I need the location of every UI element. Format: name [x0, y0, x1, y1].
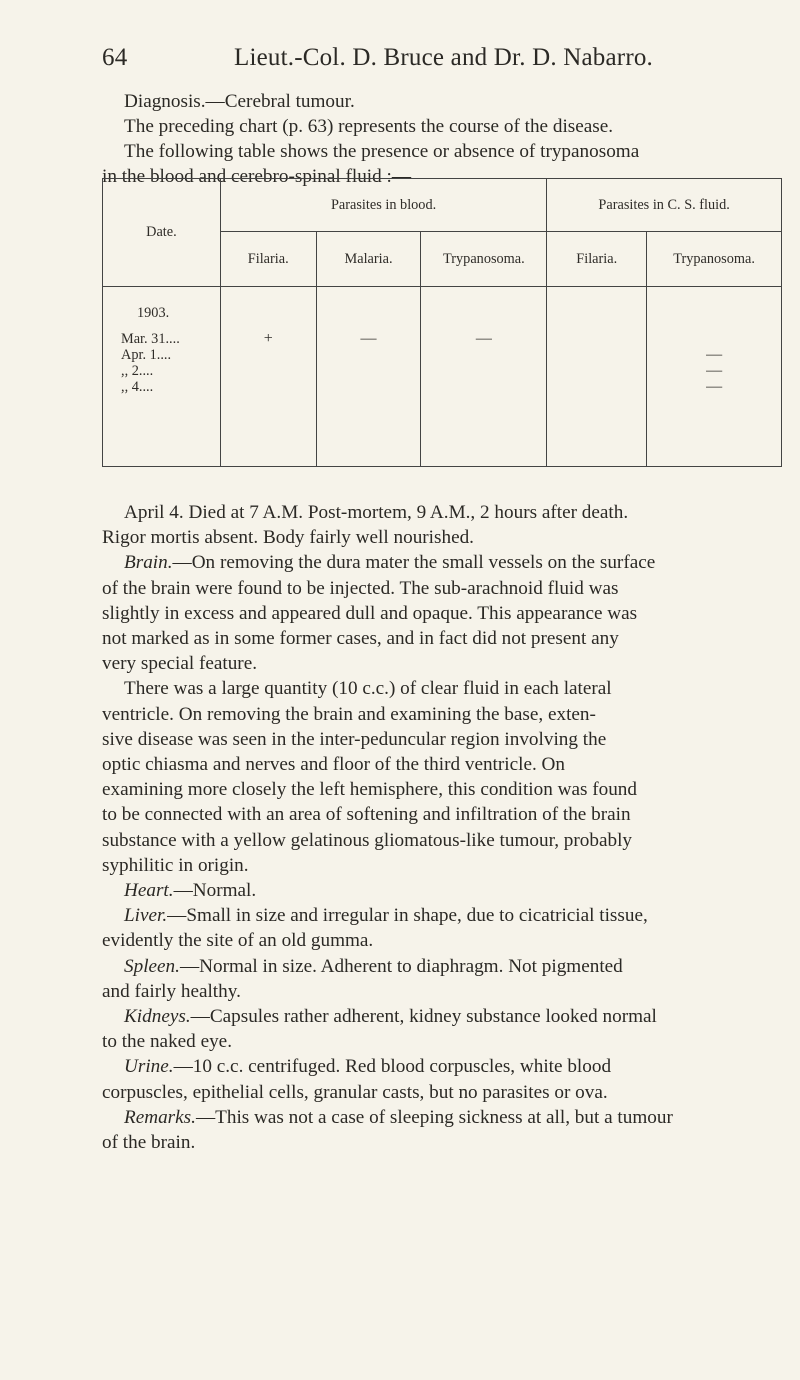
blood-parasites-header: Parasites in blood.: [220, 179, 546, 232]
result-mark: —: [475, 330, 492, 347]
result-mark: [547, 347, 646, 363]
result-mark: [547, 363, 646, 379]
result-mark: [317, 379, 421, 395]
result-mark: [317, 363, 421, 379]
post-mortem-report: [102, 500, 792, 1155]
section-label: Remarks.: [124, 1106, 196, 1128]
report-line: examining more closely the left hemisphere, this condition was found: [102, 779, 637, 801]
trypanosoma-csf-cell: [647, 287, 782, 467]
date-entry: Apr. 1....: [121, 347, 172, 363]
report-line: of the brain.: [102, 1132, 196, 1154]
report-line: sive disease was seen in the inter-peduncular region involving the: [102, 728, 607, 750]
report-line: and fairly healthy.: [102, 980, 241, 1002]
section-label: Liver.: [124, 905, 168, 927]
report-line: very special feature.: [102, 653, 258, 675]
section-label: Kidneys.: [124, 1006, 191, 1028]
report-line: evidently the site of an old gumma.: [102, 930, 374, 952]
filaria-csf-cell: [547, 287, 647, 467]
page-header: [102, 44, 792, 78]
trypanosoma-blood-cell: [421, 287, 547, 467]
date-entry: Mar. 31....: [121, 331, 180, 347]
result-mark: —: [706, 378, 723, 395]
section-label: Heart.: [124, 880, 174, 902]
report-line: Brain.—On removing the dura mater the small vessels on the surface: [124, 552, 656, 574]
report-line: not marked as in some former cases, and in fact did not present any: [102, 628, 619, 650]
report-line: syphilitic in origin.: [102, 854, 249, 876]
diagnosis-line: Diagnosis.—Cerebral tumour.: [124, 91, 355, 112]
result-mark: [221, 363, 316, 379]
malaria-cell: [316, 287, 421, 467]
table-intro-line: The following table shows the presence or absence of trypanosoma: [124, 141, 640, 162]
filaria-blood-cell: [220, 287, 316, 467]
report-line: of the brain were found to be injected. The sub-arachnoid fluid was: [102, 577, 619, 599]
trypanosoma-csf-header: Trypanosoma.: [647, 232, 782, 287]
report-line: Rigor mortis absent. Body fairly well nourished.: [102, 527, 474, 549]
date-entry: ,, 2....: [121, 363, 154, 379]
result-mark: [317, 347, 421, 363]
date-column-header: Date.: [103, 179, 221, 287]
report-line: There was a large quantity (10 c.c.) of clear fluid in each lateral: [124, 678, 612, 700]
result-mark: [647, 331, 781, 347]
section-label: Spleen.: [124, 955, 180, 977]
report-line: Kidneys.—Capsules rather adherent, kidney substance looked normal: [124, 1006, 657, 1028]
chart-reference-line: The preceding chart (p. 63) represents the course of the disease.: [124, 116, 614, 137]
intro-text: [102, 89, 792, 189]
date-cell: [103, 287, 221, 467]
malaria-header: Malaria.: [316, 232, 421, 287]
table-row: [103, 287, 782, 467]
filaria-blood-header: Filaria.: [220, 232, 316, 287]
result-mark: [421, 363, 546, 379]
report-line: ventricle. On removing the brain and examining the base, exten-: [102, 703, 596, 725]
report-line: Urine.—10 c.c. centrifuged. Red blood corpuscles, white blood: [124, 1056, 612, 1078]
csf-parasites-header: Parasites in C. S. fluid.: [547, 179, 782, 232]
parasite-table-wrapper: [102, 178, 782, 467]
running-head: Lieut.-Col. D. Bruce and Dr. D. Nabarro.: [234, 44, 653, 71]
result-mark: [421, 347, 546, 363]
trypanosoma-blood-header: Trypanosoma.: [421, 232, 547, 287]
report-line: corpuscles, epithelial cells, granular casts, but no parasites or ova.: [102, 1081, 608, 1103]
report-line: substance with a yellow gelatinous gliomatous-like tumour, probably: [102, 829, 632, 851]
report-line: Spleen.—Normal in size. Adherent to diaphragm. Not pigmented: [124, 955, 623, 977]
page-number: 64: [102, 44, 128, 71]
date-entry: ,, 4....: [121, 379, 154, 395]
report-line: slightly in excess and appeared dull and opaque. This appearance was: [102, 602, 638, 624]
result-mark: +: [263, 330, 273, 347]
result-mark: —: [360, 330, 377, 347]
section-label: Brain.: [124, 552, 173, 574]
table-intro-line: in the blood and cerebro-spinal fluid :—: [102, 166, 412, 187]
result-mark: —: [706, 346, 723, 363]
parasite-table: [102, 178, 782, 467]
year-label: 1903.: [137, 305, 170, 321]
report-line: to the naked eye.: [102, 1031, 232, 1053]
report-line: Remarks.—This was not a case of sleeping sickness at all, but a tumour: [124, 1106, 673, 1128]
report-line: Heart.—Normal.: [124, 880, 257, 902]
result-mark: [221, 347, 316, 363]
report-line: April 4. Died at 7 A.M. Post-mortem, 9 A.M., 2 hours after death.: [124, 502, 629, 523]
result-mark: [221, 379, 316, 395]
result-mark: [547, 379, 646, 395]
result-mark: —: [706, 362, 723, 379]
report-line: to be connected with an area of softening and infiltration of the brain: [102, 804, 631, 826]
result-mark: [547, 331, 646, 347]
report-line: Liver.—Small in size and irregular in shape, due to cicatricial tissue,: [124, 905, 648, 927]
filaria-csf-header: Filaria.: [547, 232, 647, 287]
report-line: optic chiasma and nerves and floor of the third ventricle. On: [102, 754, 566, 776]
result-mark: [421, 379, 546, 395]
section-label: Urine.: [124, 1056, 174, 1078]
